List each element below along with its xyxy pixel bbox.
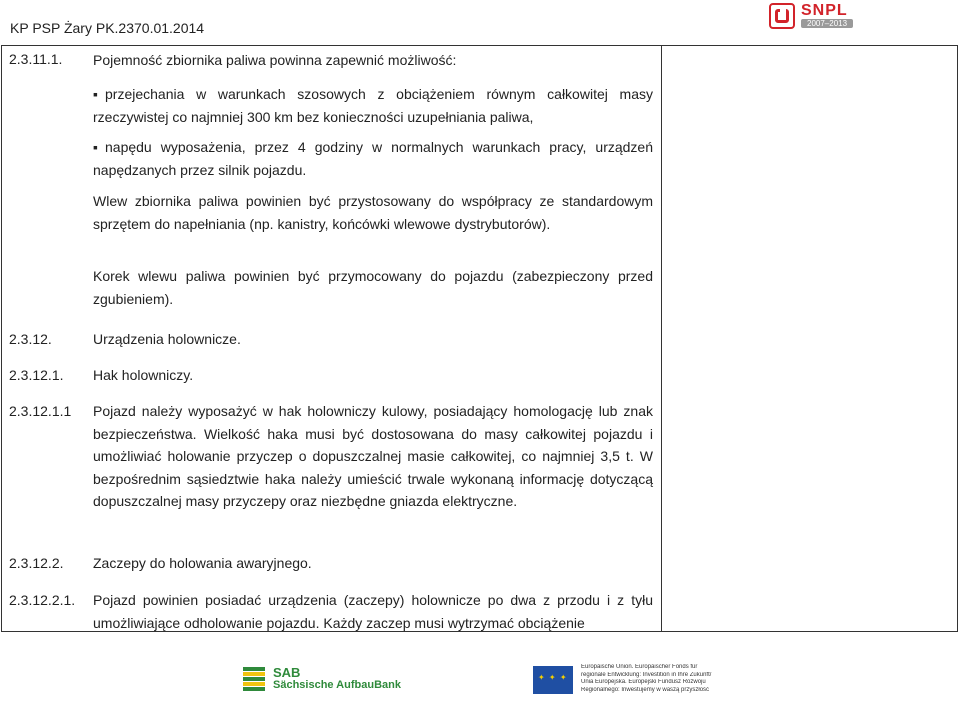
section-heading: Zaczepy do holowania awaryjnego. — [93, 555, 312, 571]
eu-flag-icon — [533, 666, 573, 694]
snpl-years: 2007–2013 — [801, 19, 853, 28]
eu-line: Regionalnego: Inwestujemy w waszą przyszłość — [581, 686, 710, 693]
document-reference: KP PSP Żary PK.2370.01.2014 — [10, 20, 205, 36]
eu-line: Unia Europejska. Europejski Fundusz Rozwoju — [581, 679, 706, 685]
row-number: 2.3.12. — [9, 331, 52, 347]
snpl-logo — [769, 2, 857, 30]
column-divider — [661, 46, 662, 631]
section-heading: Urządzenia holownicze. — [93, 331, 241, 347]
paragraph: Pojazd powinien posiadać urządzenia (zaczepy) holownicze po dwa z przodu i z tyłu umożliwiające odholowanie pojazdu. Każdy zaczep musi wytrzymać obciążenie — [93, 592, 653, 631]
list-item — [93, 136, 653, 181]
eu-funding-text — [581, 664, 721, 694]
paragraph: Wlew zbiornika paliwa powinien być przystosowany do współpracy ze standardowym sprzętem do napełniania (np. kanistry, końcówki wlewowe dystrybutorów). — [93, 193, 653, 232]
row-number: 2.3.12.2.1. — [9, 592, 76, 608]
row-number: 2.3.12.2. — [9, 555, 64, 571]
sab-name: SAB — [273, 665, 301, 680]
row-number: 2.3.11.1. — [9, 51, 63, 67]
sab-logo — [243, 665, 423, 695]
section-heading: Hak holowniczy. — [93, 367, 194, 383]
eu-logo — [533, 664, 723, 696]
snpl-mark-icon — [769, 3, 795, 29]
list-item-text: przejechania w warunkach szosowych z obciążeniem równym całkowitej masy rzeczywistej co najmniej 300 km bez konieczności uzupełniania paliwa, — [93, 86, 653, 125]
paragraph: Korek wlewu paliwa powinien być przymocowany do pojazdu (zabezpieczony przed zgubieniem). — [93, 268, 653, 307]
row-title: Pojemność zbiornika paliwa powinna zapewnić możliwość: — [93, 52, 457, 68]
saxony-flag-icon — [243, 667, 265, 693]
row-number: 2.3.12.1. — [9, 367, 64, 383]
snpl-brand: SNPL — [801, 2, 848, 19]
bullet-icon: ▪ — [93, 139, 98, 155]
eu-line: Europäische Union. Europäischer Fonds für — [581, 664, 698, 670]
row-number: 2.3.12.1.1 — [9, 403, 72, 419]
sab-subtitle: Sächsische AufbauBank — [273, 679, 401, 691]
bullet-icon: ▪ — [93, 86, 98, 102]
list-item-text: napędu wyposażenia, przez 4 godziny w normalnych warunkach pracy, urządzeń napędzanych przez silnik pojazdu. — [93, 139, 653, 178]
eu-line: regionale Entwicklung: Investition in Ihre Zukunft/ — [581, 671, 712, 678]
specification-table — [1, 45, 958, 632]
paragraph: Pojazd należy wyposażyć w hak holowniczy kulowy, posiadający homologację lub znak bezpieczeństwa. Wielkość haka musi być dostosowana do masy całkowitej pojazdu i umożliwiać holowanie przyczep o dopuszczalnej masie całkowitej, co najmniej 3,5 t. W bezpośrednim sąsiedztwie haka należy umieścić trwale wykonaną informację dotyczącą dopuszczalnej masy przyczepy oraz niezbędne gniazda elektryczne. — [93, 403, 653, 509]
list-item — [93, 83, 653, 128]
